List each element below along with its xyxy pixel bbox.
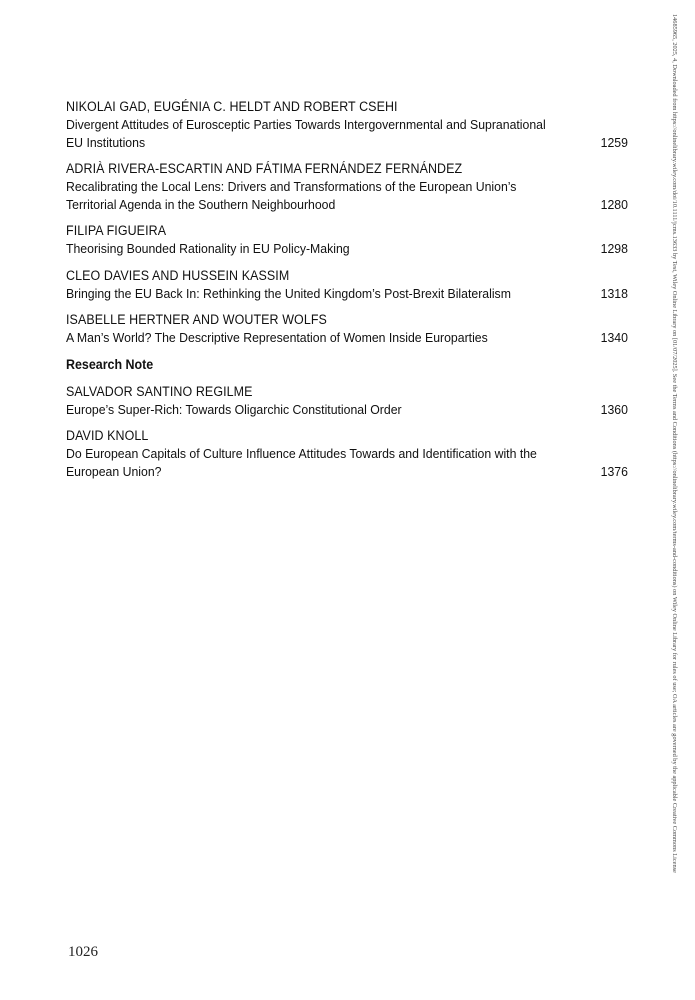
entry-title-row — [66, 178, 628, 213]
toc-entry — [66, 311, 628, 347]
entry-page-number: 1360 — [600, 401, 628, 417]
entry-title-link[interactable]: Europe’s Super-Rich: Towards Oligarchic Constitutional Order — [66, 401, 402, 417]
entry-title-row — [66, 116, 628, 151]
toc-entry — [66, 98, 628, 151]
table-of-contents — [66, 98, 628, 489]
entry-author: ADRIÀ RIVERA-ESCARTIN AND FÁTIMA FERNÁNDEZ FERNÁNDEZ — [66, 161, 463, 176]
section-heading: Research Note — [66, 356, 154, 372]
download-notice-text: 14685965, 2025, 4, Downloaded from https://onlinelibrary.wiley.com/doi/10.1111/jcms.13633 by Test, Wiley Online Library on [01/07/2025]. See the Terms and Conditions (https://onlinelibrary.wiley.com/terms-and-conditions) on Wiley Online Library for rules of use; OA articles are governed by the applicable Creative Commons License — [671, 14, 678, 873]
entry-title-row — [66, 240, 628, 258]
entry-title-link[interactable]: A Man’s World? The Descriptive Representation of Women Inside Europarties — [66, 330, 488, 345]
entry-title-link[interactable]: Theorising Bounded Rationality in EU Policy-Making — [66, 241, 350, 256]
download-notice — [669, 14, 679, 989]
entry-page-number: 1259 — [600, 134, 628, 150]
entry-author: CLEO DAVIES AND HUSSEIN KASSIM — [66, 267, 290, 283]
entry-author: SALVADOR SANTINO REGILME — [66, 383, 253, 399]
toc-entry — [66, 160, 628, 213]
entry-page-number: 1340 — [600, 330, 628, 345]
entry-title-row — [66, 329, 628, 347]
entry-page-number: 1298 — [600, 241, 628, 256]
toc-entry — [66, 427, 628, 480]
page-number: 1026 — [68, 944, 98, 960]
entry-author: NIKOLAI GAD, EUGÉNIA C. HELDT AND ROBERT CSEHI — [66, 99, 398, 114]
entry-title-link[interactable]: Do European Capitals of Culture Influence Attitudes Towards and Identification with the European Union? — [66, 446, 537, 479]
entry-title-row — [66, 401, 628, 419]
entry-title-link[interactable]: Divergent Attitudes of Eurosceptic Parties Towards Intergovernmental and Supranational EU Institutions — [66, 117, 546, 150]
toc-entry — [66, 267, 628, 303]
toc-entry — [66, 222, 628, 258]
entry-page-number: 1280 — [600, 196, 628, 212]
entry-title-link[interactable]: Recalibrating the Local Lens: Drivers and Transformations of the European Union’s Territorial Agenda in the Southern Neighbourhood — [66, 179, 517, 212]
entry-author: DAVID KNOLL — [66, 428, 149, 443]
entry-title-row — [66, 445, 628, 480]
entry-title-link[interactable]: Bringing the EU Back In: Rethinking the United Kingdom’s Post-Brexit Bilateralism — [66, 285, 511, 301]
entry-page-number: 1376 — [600, 463, 628, 479]
entry-author: ISABELLE HERTNER AND WOUTER WOLFS — [66, 312, 327, 327]
entry-author: FILIPA FIGUEIRA — [66, 223, 167, 238]
toc-entry — [66, 383, 628, 419]
entry-title-row — [66, 285, 628, 303]
entry-page-number: 1318 — [600, 285, 628, 301]
